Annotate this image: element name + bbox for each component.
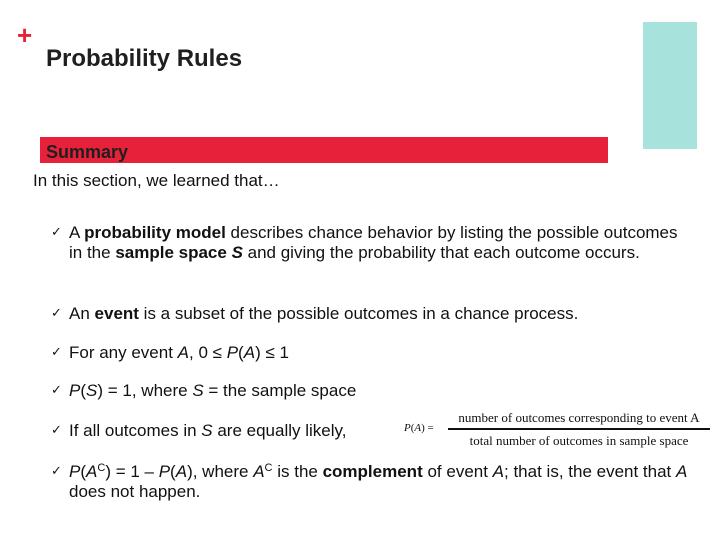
bullet-text: For any event A, 0 ≤ P(A) ≤ 1	[69, 343, 289, 362]
bullet-text: P(S) = 1, where S = the sample space	[69, 381, 357, 400]
bullet-text: If all outcomes in S are equally likely,	[69, 421, 347, 440]
bullet-text: $P(A^C) = 1 - P(A)$, where $A^C$ is the complement of event A; that is, the event that A does not happen.	[69, 462, 688, 501]
summary-heading: Summary	[46, 142, 129, 162]
check-icon: ✓	[51, 423, 62, 438]
check-icon: ✓	[51, 306, 62, 321]
bullet-text: A probability model describes chance behavior by listing the possible outcomes in the sample space S and giving the probability that each outcome occurs.	[69, 223, 678, 262]
bullet-text: An event is a subset of the possible outcomes in a chance process.	[69, 304, 579, 323]
formula-numerator: number of outcomes corresponding to event A	[458, 410, 700, 425]
formula-lhs: P(A) =	[404, 422, 434, 434]
formula-denominator: total number of outcomes in sample space	[469, 432, 689, 448]
bullet-item	[51, 223, 691, 263]
bullet-item	[51, 421, 391, 441]
probability-formula	[404, 409, 710, 451]
bullet-item	[51, 381, 691, 401]
formula-fraction	[448, 409, 710, 449]
check-icon: ✓	[51, 464, 62, 479]
bullet-item	[51, 462, 691, 502]
plus-icon: +	[17, 20, 33, 50]
page-title: Probability Rules	[46, 45, 243, 72]
accent-block	[643, 22, 697, 149]
check-icon: ✓	[51, 345, 62, 360]
bullet-item	[51, 343, 691, 363]
summary-intro: In this section, we learned that…	[33, 171, 280, 190]
check-icon: ✓	[51, 383, 62, 398]
bullet-item	[51, 304, 691, 324]
check-icon: ✓	[51, 225, 62, 240]
